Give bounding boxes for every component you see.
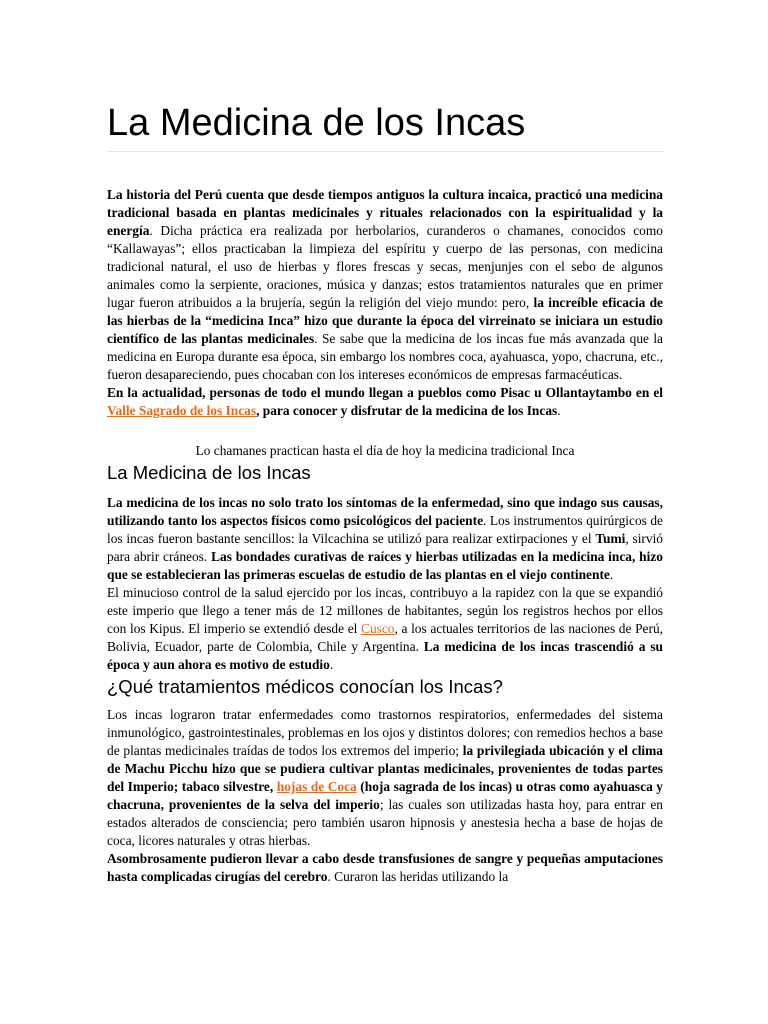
tratamientos-paragraph [107, 706, 663, 850]
page-title: La Medicina de los Incas [107, 102, 526, 144]
bold-text-part: la privilegiada ubicación y el clima de Machu Picchu hizo que se pudiera cultivar plantas medicinales, provenientes de todas partes del Imperio; tabaco silvestre, [107, 743, 663, 794]
document-page [107, 100, 663, 886]
body-text: . [329, 657, 334, 672]
link-hojas-de-coca[interactable]: hojas de Coca [276, 779, 357, 794]
body-text: , a los actuales territorios de las naciones de Perú, Bolivia, Ecuador, parte de Colombia, Chile y Argentina. [107, 621, 663, 654]
bold-text: Tumi [595, 531, 626, 546]
control-salud-paragraph [107, 584, 663, 674]
bold-text-part: , para conocer y disfrutar de la medicina de los Incas [256, 403, 558, 418]
image-caption: Lo chamanes practican hasta el día de hoy la medicina tradicional Inca [195, 443, 575, 458]
section-heading-medicina: La Medicina de los Incas [107, 462, 311, 483]
body-text: , sirvió para abrir cráneos. [107, 531, 664, 564]
link-cusco[interactable]: Cusco [361, 621, 395, 636]
medicina-paragraph [107, 494, 663, 584]
body-text: Los incas lograron tratar enfermedades como trastornos respiratorios, enfermedades del sistema inmunológico, gastrointestinales, problemas en los ojos y distintos dolores; con remedios hechos a base de plantas medicinales traídas de todos los extremos del imperio; [107, 707, 663, 758]
bold-text: La medicina de los incas trascendió a su época y aun ahora es motivo de estudio [107, 639, 663, 672]
section-heading-tratamientos: ¿Qué tratamientos médicos conocían los Incas? [107, 676, 503, 697]
body-text: . Se sabe que la medicina de los incas fue más avanzada que la medicina en Europa durante esa época, sin embargo los nombres coca, ayahuasca, yopo, chacruna, etc., fueron desapareciendo, pues chocaban con los intereses económicos de empresas farmacéuticas. [107, 331, 663, 382]
body-text: ; las cuales son utilizadas hasta hoy, para entrar en estados alterados de consciencia; pero también usaron hipnosis y anestesia hecha a base de hojas de coca, licores naturales y otras hierbas. [107, 797, 663, 848]
bold-text: La historia del Perú cuenta que desde tiempos antiguos la cultura incaica, practicó una medicina tradicional basada en plantas medicinales y rituales relacionados con la espiritualidad y la energía [107, 187, 663, 238]
body-text: . Los instrumentos quirúrgicos de los incas fueron bastante sencillos: la Vilcachina se utilizó para realizar extirpaciones y el [107, 513, 663, 546]
cirugias-paragraph [107, 850, 663, 886]
intro-paragraph [107, 186, 663, 384]
bold-text: Asombrosamente pudieron llevar a cabo desde transfusiones de sangre y pequeñas amputaciones hasta complicadas cirugías del cerebro [107, 851, 663, 884]
bold-text [107, 385, 663, 418]
title-divider [107, 151, 663, 152]
actualidad-paragraph [107, 384, 663, 420]
link-valle-sagrado[interactable]: Valle Sagrado de los Incas [107, 403, 257, 418]
bold-text-part: En la actualidad, personas de todo el mundo llegan a pueblos como Pisac u Ollantaytambo en el [107, 385, 663, 400]
bold-text: Las bondades curativas de raíces y hierbas utilizadas en la medicina inca, hizo que se establecieran las primeras escuelas de estudio de las plantas en el viejo continente [107, 549, 663, 582]
bold-text-part: (hoja sagrada de los incas) u otras como ayahuasca y chacruna, provenientes de la selva del imperio [107, 779, 663, 812]
body-text: . [557, 403, 561, 418]
bold-text: La medicina de los incas no solo trato los síntomas de la enfermedad, sino que indago sus causas, utilizando tanto los aspectos físicos como psicológicos del paciente [107, 495, 663, 528]
bold-text: la increíble eficacia de las hierbas de la “medicina Inca” hizo que durante la época del virreinato se iniciara un estudio científico de las plantas medicinales [107, 295, 663, 346]
body-text: . Dicha práctica era realizada por herbolarios, curanderos o chamanes, conocidos como “Kallawayas”; ellos practicaban la limpieza del espíritu y cuerpo de las personas, con medicina tradicional natural, el uso de hierbas y flores frescas y secas, menjunjes con el sebo de algunos animales como la serpiente, oraciones, música y danzas; estos tratamientos naturales que en primer lugar fueron atribuidos a la brujería, según la religión del viejo mundo: pero, [107, 223, 663, 310]
body-text: El minucioso control de la salud ejercido por los incas, contribuyo a la rapidez con la que se expandió este imperio que llego a tener más de 12 millones de habitantes, según los registros hechos por ellos con los Kipus. El imperio se extendió desde el [107, 585, 663, 636]
body-text: . [609, 567, 614, 582]
body-text: . Curaron las heridas utilizando la [327, 869, 509, 884]
